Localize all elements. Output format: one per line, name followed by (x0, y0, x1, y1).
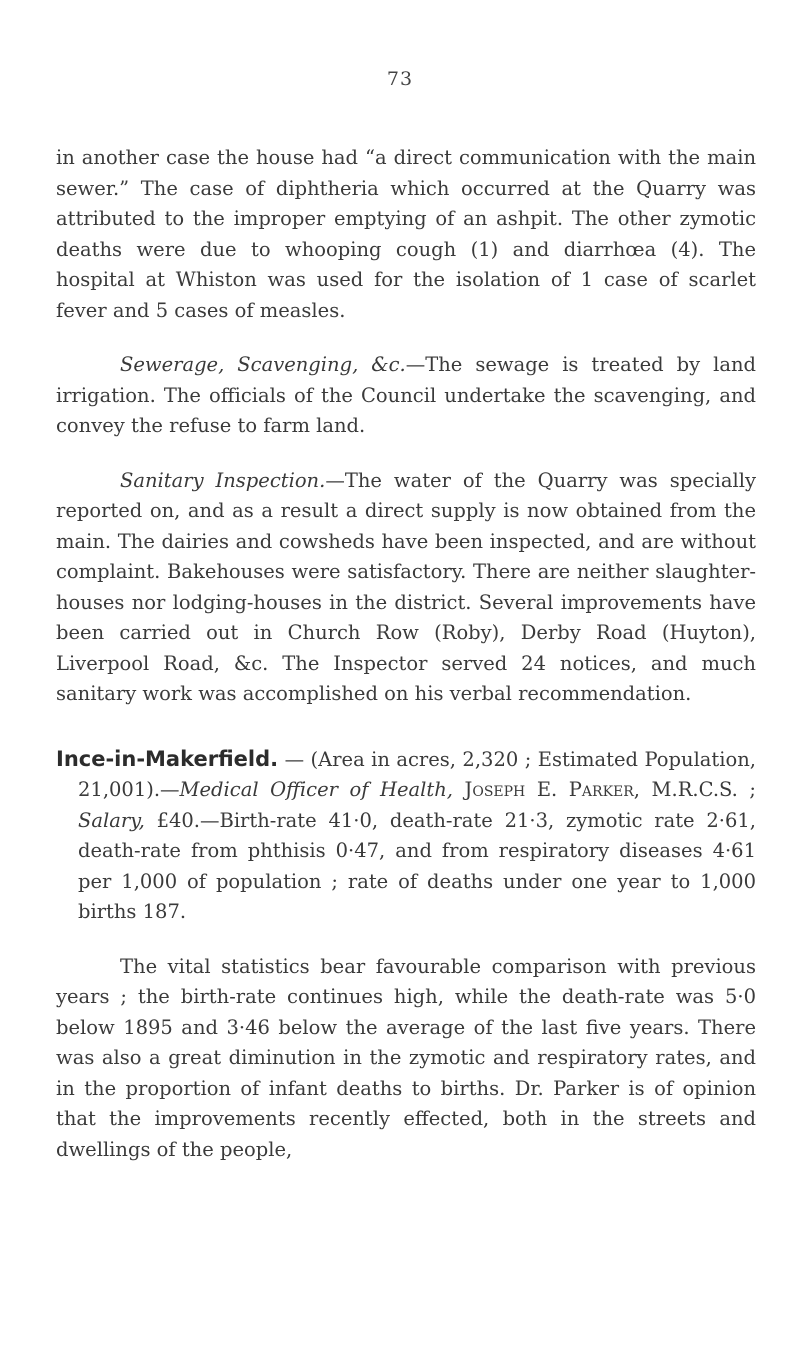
medical-officer-name: Joseph E. Parker, (452, 778, 640, 801)
salary-label: Salary, (78, 808, 145, 832)
district-statistics-text: £40.—Birth-rate 41·0, death-rate 21·3, zymotic rate 2·61, death-rate from phthisis 0·47, and from respiratory diseases 4·61 per 1,000 of population ; rate of deaths under one year to 1,000 births 187. (78, 808, 756, 923)
district-population-text: — (Area in acres, 2,320 ; Estimated Population, 21,001).— (78, 747, 756, 801)
section-heading-sewerage: Sewerage, Scavenging, &c. (120, 353, 406, 376)
paragraph-sanitary-inspection-text: —The water of the Quarry was specially reported on, and as a result a direct supply is now obtained from the main. The dairies and cowsheds have been inspected, and are without complaint. Bakehouses were satisfactory. There are neither slaughter-houses nor lodging-houses in the district. Several improvements have been carried out in Church Row (Roby), Derby Road (Huyton), Liverpool Road, &c. The Inspector served 24 notices, and much sanitary work was accomplished on his verbal recommendation. (56, 468, 757, 705)
paragraph-vital-statistics: The vital statistics bear favourable comparison with previous years ; the birth-rate continues high, while the death-rate was 5·0 below 1895 and 3·46 below the average of the last five years. There was also a great diminution in the zymotic and respiratory rates, and in the proportion of infant deaths to births. Dr. Parker is of opinion that the improvements recently effected, both in the streets and dwellings of the people, (56, 954, 756, 1161)
paragraph-ince-in-makerfield (56, 744, 756, 928)
body-text (56, 143, 756, 1165)
page-number: 73 (386, 68, 414, 90)
paragraph-continuation: in another case the house had “a direct communication with the main sewer.” The case of diphtheria which occurred at the Quarry was attributed to the improper emptying of an ashpit. The other zymotic deaths were due to whooping cough (1) and diarrhœa (4). The hospital at Whiston was used for the isolation of 1 case of scarlet fever and 5 cases of measles. (56, 146, 756, 322)
paragraph-sewerage-text: —The sewage is treated by land irrigation. The officials of the Council undertake the scavenging, and convey the refuse to farm land. (56, 353, 756, 437)
section-heading-sanitary-inspection: Sanitary Inspection. (120, 468, 326, 492)
medical-officer-label: Medical Officer of Health, (179, 778, 453, 801)
paragraph-sewerage (56, 350, 756, 442)
paragraph-sanitary-inspection (56, 466, 756, 710)
medical-officer-qualification: M.R.C.S. ; (640, 778, 756, 801)
district-heading: Ince-in-Makerfield. (56, 746, 279, 771)
